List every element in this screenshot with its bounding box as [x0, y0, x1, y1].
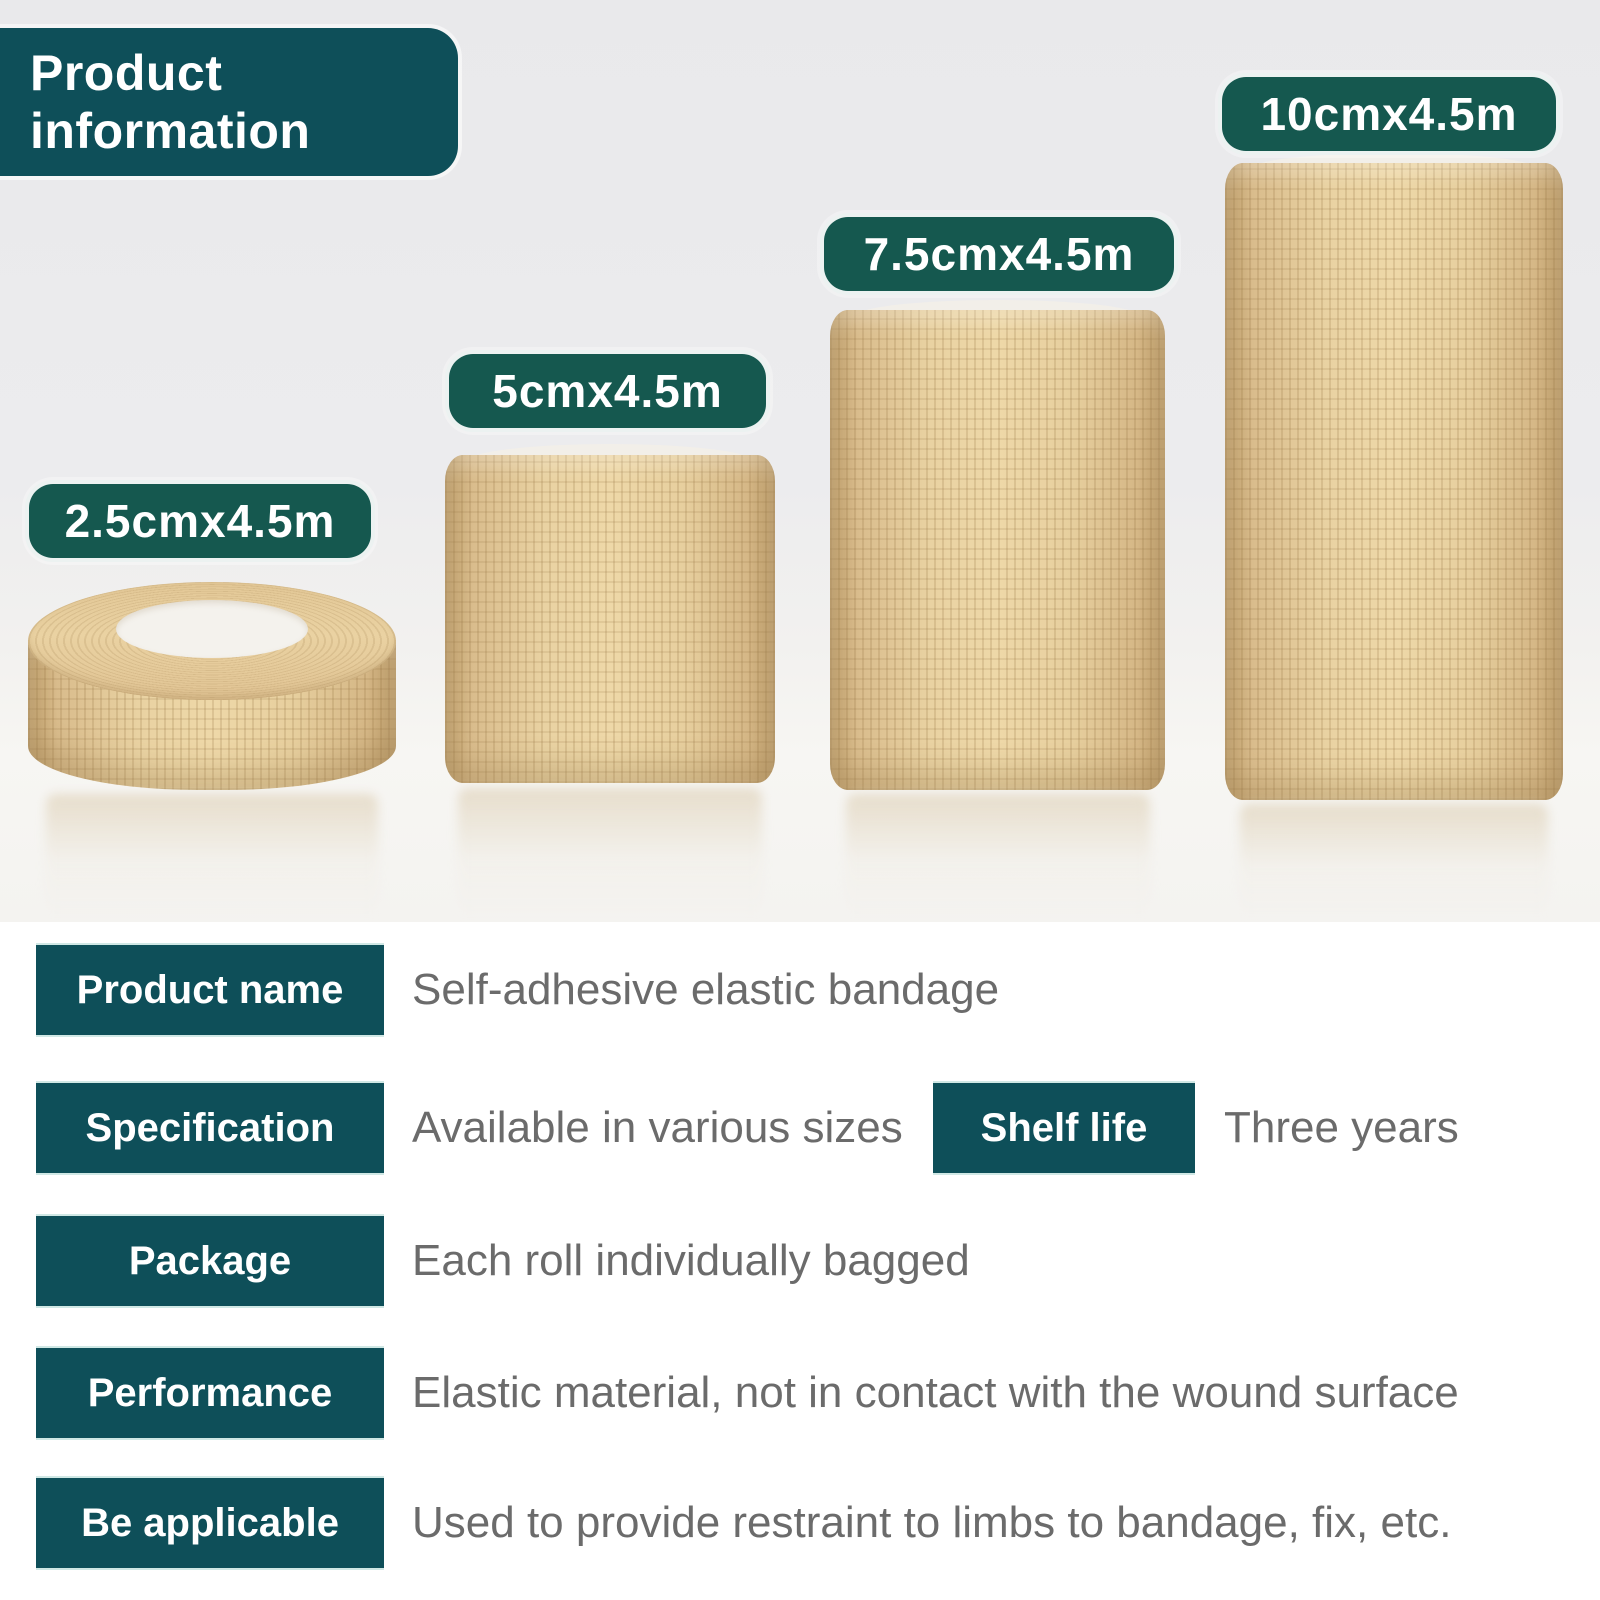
bandage-roll-7-5cm: [830, 310, 1165, 790]
spec-table: [0, 922, 1600, 1600]
size-label-2-5cm: [25, 480, 375, 562]
spec-label-text: Product name: [76, 967, 344, 1012]
size-label-text: 7.5cmx4.5m: [863, 228, 1135, 280]
spec-label-text: Specification: [85, 1105, 335, 1150]
size-label-text: 5cmx4.5m: [492, 365, 723, 417]
spec-value-shelf-life: Three years: [1224, 1103, 1459, 1152]
roll-reflection: [458, 788, 762, 918]
bandage-roll-5cm: [445, 455, 775, 783]
roll-reflection: [846, 794, 1150, 918]
spec-value-be-applicable: Used to provide restraint to limbs to bandage, fix, etc.: [412, 1498, 1452, 1547]
size-label-text: 10cmx4.5m: [1260, 88, 1518, 140]
bandage-roll-2-5cm-core: [116, 600, 308, 658]
spec-label-be-applicable: [36, 1478, 384, 1568]
spec-label-performance: [36, 1348, 384, 1438]
size-label-5cm: [445, 350, 770, 432]
spec-value-product-name: Self-adhesive elastic bandage: [412, 965, 1000, 1014]
size-label-text: 2.5cmx4.5m: [64, 495, 336, 547]
spec-value-package: Each roll individually bagged: [412, 1236, 970, 1285]
title-banner: [0, 28, 458, 176]
size-label-7-5cm: [820, 213, 1178, 295]
spec-label-shelf-life: [933, 1083, 1195, 1173]
roll-reflection: [46, 794, 378, 918]
spec-label-text: Be applicable: [81, 1500, 339, 1545]
spec-label-text: Performance: [87, 1370, 333, 1415]
bandage-roll-10cm: [1225, 163, 1563, 800]
spec-label-text: Package: [128, 1238, 292, 1283]
spec-value-performance: Elastic material, not in contact with the wound surface: [412, 1368, 1459, 1417]
roll-reflection: [1240, 804, 1548, 918]
spec-label-package: [36, 1216, 384, 1306]
spec-label-specification: [36, 1083, 384, 1173]
size-label-10cm: [1218, 73, 1560, 155]
spec-label-product-name: [36, 945, 384, 1035]
spec-value-specification: Available in various sizes: [412, 1103, 903, 1152]
page-title: Product information: [30, 45, 311, 159]
spec-label-text: Shelf life: [980, 1105, 1148, 1150]
